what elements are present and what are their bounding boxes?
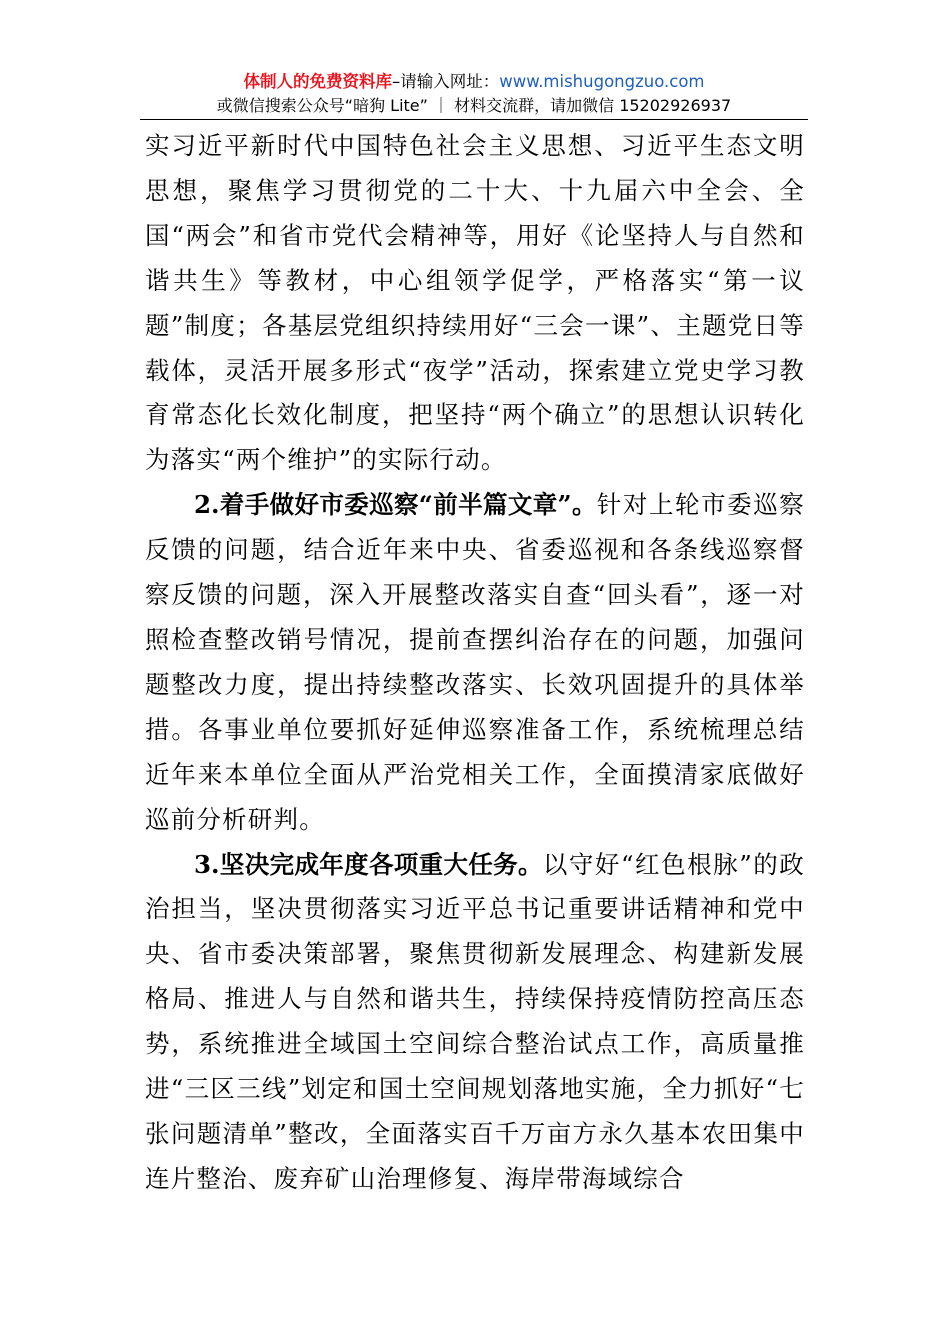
paragraph-continuation [145,124,805,483]
header-line-1 [140,70,808,94]
paragraph-inspection [145,483,805,842]
page-header [140,70,808,118]
paragraph-text: 针对上轮市委巡察反馈的问题，结合近年来中央、省委巡视和各条线巡察督察反馈的问题，深入开展整改落实自查“回头看”，逐一对照检查整改销号情况，提前查摆纠治存在的问题，加强问题整改力度，提出持续整改落实、长效巩固提升的具体举措。各事业单位要抓好延伸巡察准备工作，系统梳理总结近年来本单位全面从严治党相关工作，全面摸清家底做好巡前分析研判。 [145,490,805,834]
paragraph-heading: 3.坚决完成年度各项重大任务。 [194,849,543,879]
paragraph-text: 以守好“红色根脉”的政治担当，坚决贯彻落实习近平总书记重要讲话精神和党中央、省市委决策部署，聚焦贯彻新发展理念、构建新发展格局、推进人与自然和谐共生，持续保持疫情防控高压态势，系统推进全域国土空间综合整治试点工作，高质量推进“三区三线”划定和国土空间规划落地实施，全力抓好“七张问题清单”整改，全面落实百千万亩方永久基本农田集中连片整治、废弃矿山治理修复、海岸带海域综合 [145,849,805,1193]
paragraph-text: 实习近平新时代中国特色社会主义思想、习近平生态文明思想，聚焦学习贯彻党的二十大、十九届六中全会、全国“两会”和省市党代会精神等，用好《论坚持人与自然和谐共生》等教材，中心组领学促学，严格落实“第一议题”制度；各基层党组织持续用好“三会一课”、主题党日等载体，灵活开展多形式“夜学”活动，探索建立党史学习教育常态化长效化制度，把坚持“两个确立”的思想认识转化为落实“两个维护”的实际行动。 [145,131,805,475]
document-body [145,124,805,1202]
site-url-link[interactable]: www.mishugongzuo.com [499,72,705,91]
header-line-2: 或微信搜索公众号“暗狗 Lite” ｜ 材料交流群，请加微信 15202926937 [216,96,732,115]
url-prompt: –请输入网址： [391,72,500,91]
site-name: 体制人的免费资料库 [243,72,392,91]
paragraph-heading: 2.着手做好市委巡察“前半篇文章”。 [194,490,597,520]
paragraph-annual-tasks [145,843,805,1202]
header-divider [140,119,808,120]
